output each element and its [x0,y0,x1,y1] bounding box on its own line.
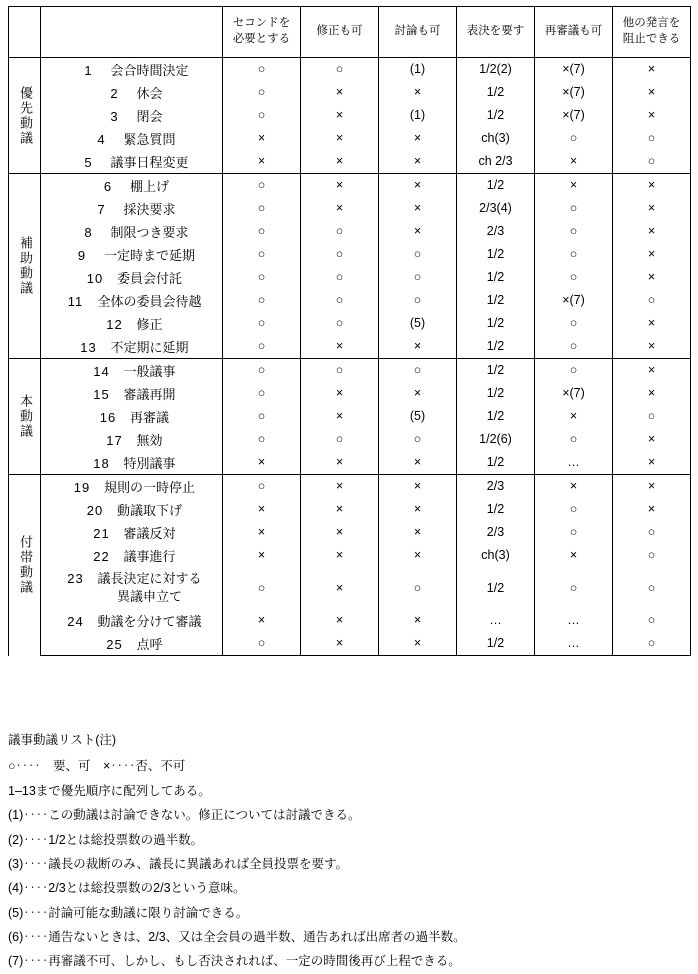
motion-value-col2: × [301,632,379,656]
motion-value-col6: × [613,220,691,243]
group-label-text: 補助動議 [17,236,33,296]
motion-name [41,544,223,567]
table-row [9,58,691,82]
motion-value-col4: 2/3 [457,521,535,544]
motion-value-col5: ×(7) [535,58,613,82]
motion-value-col4: 1/2 [457,632,535,656]
motion-title: 無効 [136,433,163,448]
motion-number: 19 [73,480,91,495]
motion-title: 点呼 [136,637,163,652]
motion-value-col4: 1/2 [457,174,535,198]
motion-value-col3: × [379,127,457,150]
motion-value-col5: ○ [535,243,613,266]
table-row [9,428,691,451]
note-line-7: (5)‥‥討論可能な動議に限り討論できる。 [8,905,249,920]
motion-number: 5 [84,155,93,170]
motion-name [41,335,223,359]
motion-value-col2: ○ [301,58,379,82]
motion-value-col1: ○ [223,81,301,104]
motion-value-col3: × [379,609,457,632]
column-header-debate-line1: 討論も可 [394,25,441,38]
motion-value-col3: × [379,521,457,544]
motion-value-col4: 1/2 [457,498,535,521]
motion-value-col2: × [301,104,379,127]
column-header-reconsider [535,7,613,58]
motion-value-col1: ○ [223,197,301,220]
motion-value-col4: ch(3) [457,127,535,150]
motion-value-col1: × [223,609,301,632]
motion-value-col1: × [223,451,301,475]
motion-title: 動議を分けて審議 [97,614,202,629]
table-row [9,266,691,289]
motion-name [41,58,223,82]
motion-value-col6: ○ [613,544,691,567]
motion-value-col5: ×(7) [535,104,613,127]
motion-title: 不定期に延期 [110,340,189,355]
motion-value-col2: ○ [301,359,379,383]
motion-value-col2: × [301,567,379,609]
table-row [9,289,691,312]
motion-number: 7 [97,202,106,217]
motion-value-col4: 1/2 [457,81,535,104]
motion-title: 規則の一時停止 [103,480,195,495]
motion-value-col4: 2/3 [457,475,535,499]
motion-value-col3: × [379,382,457,405]
motion-value-col5: ○ [535,197,613,220]
motion-value-col1: ○ [223,58,301,82]
column-header-reconsider-line1: 再審議も可 [544,25,603,38]
note-line-6: (4)‥‥2/3とは総投票数の2/3という意味。 [8,881,246,896]
motion-value-col2: × [301,544,379,567]
motion-number: 11 [67,294,84,309]
motion-value-col2: ○ [301,243,379,266]
motion-title: 会合時間決定 [110,63,189,78]
group-label-text: 付帯動議 [17,535,33,596]
motion-value-col6: × [613,104,691,127]
motion-value-col5: × [535,150,613,174]
motion-title: 一定時まで延期 [103,248,195,263]
motion-value-col6: × [613,174,691,198]
motion-value-col1: ○ [223,174,301,198]
motion-title: 全体の委員会待越 [97,294,202,309]
motion-value-col6: × [613,451,691,475]
table-row [9,150,691,174]
motion-value-col6: ○ [613,567,691,609]
motion-value-col1: × [223,544,301,567]
motion-value-col4: 1/2 [457,451,535,475]
motion-number: 9 [77,248,87,263]
motion-value-col4: 1/2 [457,335,535,359]
motion-value-col6: × [613,81,691,104]
motion-value-col6: × [613,266,691,289]
motion-number: 25 [106,637,123,652]
motion-name [41,428,223,451]
motion-value-col1: ○ [223,104,301,127]
motion-value-col2: × [301,197,379,220]
motion-title: 議事進行 [123,549,176,564]
motion-value-col1: × [223,150,301,174]
motion-value-col4: … [457,609,535,632]
motion-value-col4: 1/2(6) [457,428,535,451]
motion-value-col2: × [301,150,379,174]
motion-number: 14 [93,364,110,379]
motion-value-col1: ○ [223,475,301,499]
motion-value-col3: ○ [379,428,457,451]
motion-name [41,127,223,150]
motion-name [41,609,223,632]
motion-number: 16 [99,410,117,425]
note-line-2: 1–13まで優先順序に配列してある。 [8,783,211,798]
motion-value-col5: ×(7) [535,382,613,405]
motion-name [41,289,223,312]
motion-value-col5: ○ [535,312,613,335]
motion-name [41,197,223,220]
motion-title: 特別議事 [123,456,176,471]
motion-value-col2: × [301,609,379,632]
column-header-block-line1: 他の発言を [622,17,681,30]
table-row [9,81,691,104]
motion-value-col4: 1/2 [457,104,535,127]
motion-value-col4: 2/3 [457,220,535,243]
column-header-debate [379,7,457,58]
motion-value-col6: × [613,475,691,499]
motion-value-col6: ○ [613,150,691,174]
motion-title: 審議再開 [123,387,176,402]
motion-value-col6: ○ [613,632,691,656]
motion-value-col2: ○ [301,312,379,335]
motion-value-col5: ○ [535,428,613,451]
motion-value-col6: × [613,58,691,82]
motion-value-col6: ○ [613,405,691,428]
motion-title: 議事日程変更 [110,155,189,170]
motion-value-col1: ○ [223,243,301,266]
motion-name [41,266,223,289]
motion-name [41,359,223,383]
motion-value-col2: × [301,127,379,150]
motion-value-col2: ○ [301,428,379,451]
motion-value-col2: × [301,521,379,544]
group-label-4 [9,475,41,656]
note-line-1: ○‥‥ 要、可 ×‥‥否、不可 [8,759,186,774]
motion-number: 21 [93,526,110,541]
motion-value-col5: … [535,609,613,632]
motion-number: 24 [67,614,84,629]
motion-title: 再審議 [129,410,169,425]
corner-blank-label [41,7,223,58]
motion-value-col1: ○ [223,266,301,289]
motion-value-col5: ○ [535,498,613,521]
motion-value-col4: 1/2 [457,266,535,289]
motion-value-col6: × [613,312,691,335]
table-row [9,405,691,428]
motion-value-col3: × [379,632,457,656]
note-line-8: (6)‥‥通告ないときは、2/3、又は全会員の過半数、通告あれば出席者の過半数。 [8,930,466,944]
motion-number: 12 [106,317,123,332]
column-header-vote [457,7,535,58]
motion-value-col4: 1/2 [457,405,535,428]
motion-value-col5: ○ [535,335,613,359]
motion-name [41,632,223,656]
motion-value-col4: ch(3) [457,544,535,567]
motion-title: 採決要求 [123,202,176,217]
motion-number: 23 [67,571,84,587]
motion-number: 13 [80,340,97,355]
motion-value-col1: ○ [223,289,301,312]
column-header-second [223,7,301,58]
motion-value-col5: … [535,632,613,656]
motion-number: 4 [97,132,106,147]
motion-value-col3: × [379,150,457,174]
motion-name [41,475,223,499]
motion-value-col1: ○ [223,632,301,656]
motion-value-col6: × [613,359,691,383]
motion-value-col2: × [301,174,379,198]
column-header-vote-line1: 表決を要す [466,25,525,38]
motion-value-col3: ○ [379,567,457,609]
motion-value-col2: ○ [301,289,379,312]
motion-name [41,567,223,609]
motion-value-col1: ○ [223,382,301,405]
motion-name [41,104,223,127]
table-row [9,567,691,609]
motion-value-col5: ○ [535,359,613,383]
motion-value-col5: × [535,544,613,567]
motion-value-col5: ×(7) [535,289,613,312]
column-header-second-line2: 必要とする [232,33,291,45]
motion-title: 修正 [136,317,163,332]
motion-value-col5: ○ [535,521,613,544]
motion-value-col6: × [613,335,691,359]
group-label-1 [9,58,41,174]
column-header-amend [301,7,379,58]
motion-value-col3: ○ [379,266,457,289]
motion-value-col3: × [379,475,457,499]
motion-value-col5: … [535,451,613,475]
notes-lines [8,754,688,973]
motion-name [41,81,223,104]
note-line-5: (3)‥‥議長の裁断のみ、議長に異議あれば全員投票を要す。 [8,856,349,871]
motion-value-col3: × [379,544,457,567]
column-header-second-line1: セコンドを [232,17,291,30]
motion-value-col6: ○ [613,521,691,544]
motion-value-col2: ○ [301,220,379,243]
motion-value-col6: × [613,197,691,220]
motion-value-col4: 1/2 [457,382,535,405]
motion-number: 2 [110,86,119,101]
motion-value-col3: (5) [379,312,457,335]
motion-value-col1: ○ [223,359,301,383]
notes-section [8,728,688,974]
motion-value-col4: 1/2 [457,567,535,609]
motion-value-col1: × [223,521,301,544]
motion-value-col2: ○ [301,266,379,289]
motion-value-col6: × [613,498,691,521]
table-row [9,174,691,198]
motion-value-col2: × [301,405,379,428]
table-row [9,498,691,521]
motion-value-col3: × [379,335,457,359]
motion-value-col4: 1/2 [457,359,535,383]
motion-name [41,498,223,521]
table-row [9,475,691,499]
motion-value-col3: (5) [379,405,457,428]
motion-name [41,174,223,198]
motion-value-col5: × [535,405,613,428]
table-row [9,335,691,359]
motion-value-col1: ○ [223,428,301,451]
motion-value-col4: 1/2(2) [457,58,535,82]
table-row [9,104,691,127]
table-body [9,58,691,656]
table-header [9,7,691,58]
column-header-block-line2: 阻止できる [622,33,681,45]
table-row [9,359,691,383]
motion-value-col3: (1) [379,58,457,82]
group-label-text: 本動議 [17,394,33,439]
motion-value-col3: × [379,220,457,243]
motion-name [41,150,223,174]
table-row [9,451,691,475]
motion-number: 3 [110,109,119,124]
motion-value-col1: × [223,498,301,521]
motion-value-col6: ○ [613,289,691,312]
motion-value-col2: × [301,475,379,499]
motion-name [41,243,223,266]
motions-table [8,6,691,656]
motion-value-col5: ○ [535,567,613,609]
note-line-9: (7)‥‥再審議不可、しかし、もし否決されれば、一定の時間後再び上程できる。 [8,954,461,969]
group-label-text: 優先動議 [17,85,33,146]
motion-value-col1: ○ [223,567,301,609]
note-line-3: (1)‥‥この動議は討論できない。修正については討議できる。 [8,808,361,823]
motion-title: 審議反対 [123,526,176,541]
motion-value-col3: × [379,498,457,521]
motion-number: 22 [93,549,110,564]
table-row [9,544,691,567]
motion-value-col2: × [301,382,379,405]
motion-number: 15 [93,387,110,402]
motion-title: 制限つき要求 [110,225,189,240]
motion-value-col6: × [613,382,691,405]
motion-value-col1: ○ [223,405,301,428]
motion-value-col5: × [535,174,613,198]
table-row [9,382,691,405]
motion-title: 動議取下げ [116,503,182,518]
motion-value-col4: 2/3(4) [457,197,535,220]
motion-value-col3: × [379,81,457,104]
motion-title: 棚上げ [129,179,169,194]
motion-value-col6: × [613,428,691,451]
table-row [9,243,691,266]
motion-value-col3: ○ [379,359,457,383]
motion-value-col1: ○ [223,312,301,335]
motion-title: 議長決定に対する [97,571,202,587]
motion-value-col4: 1/2 [457,243,535,266]
column-header-block [613,7,691,58]
table-row [9,220,691,243]
motion-title: 緊急質問 [123,132,176,147]
motion-value-col4: ch 2/3 [457,150,535,174]
motion-value-col2: × [301,498,379,521]
motion-number: 18 [93,456,110,471]
group-label-2 [9,174,41,359]
table-row [9,521,691,544]
motion-value-col5: ○ [535,220,613,243]
motion-value-col5: × [535,475,613,499]
note-line-4: (2)‥‥1/2とは総投票数の過半数。 [8,832,204,847]
motion-value-col3: × [379,174,457,198]
motion-value-col3: (1) [379,104,457,127]
motion-value-col5: ○ [535,266,613,289]
motion-value-col5: ○ [535,127,613,150]
motion-number: 8 [84,225,93,240]
motion-title: 委員会付託 [116,271,182,286]
table-row [9,632,691,656]
motion-value-col1: ○ [223,335,301,359]
motion-name [41,521,223,544]
motion-title: 閉会 [136,109,163,124]
motion-name [41,382,223,405]
motion-value-col6: ○ [613,127,691,150]
motion-value-col6: × [613,243,691,266]
motion-title-line2: 異議申立て [116,589,182,604]
motion-value-col3: ○ [379,243,457,266]
motion-value-col1: ○ [223,220,301,243]
motion-value-col4: 1/2 [457,289,535,312]
motion-value-col6: ○ [613,609,691,632]
motion-number: 20 [86,503,104,518]
motion-number: 17 [106,433,123,448]
group-label-3 [9,359,41,475]
motion-name [41,312,223,335]
table-row [9,197,691,220]
motion-number: 10 [86,271,104,286]
motion-name [41,220,223,243]
table-row [9,312,691,335]
table-row [9,609,691,632]
motion-value-col5: ×(7) [535,81,613,104]
corner-blank-group [9,7,41,58]
column-header-amend-line1: 修正も可 [316,25,363,38]
motion-number: 1 [84,63,93,78]
motion-value-col2: × [301,81,379,104]
notes-title: 議事動議リスト(注) [8,733,117,747]
motion-name [41,451,223,475]
motion-number: 6 [103,179,113,194]
motion-value-col1: × [223,127,301,150]
motion-value-col2: × [301,335,379,359]
motion-title: 休会 [136,86,163,101]
table-row [9,127,691,150]
motion-value-col3: ○ [379,289,457,312]
motion-title: 一般議事 [123,364,176,379]
motion-value-col3: × [379,451,457,475]
motion-name [41,405,223,428]
motion-value-col2: × [301,451,379,475]
motion-value-col4: 1/2 [457,312,535,335]
motion-value-col3: × [379,197,457,220]
